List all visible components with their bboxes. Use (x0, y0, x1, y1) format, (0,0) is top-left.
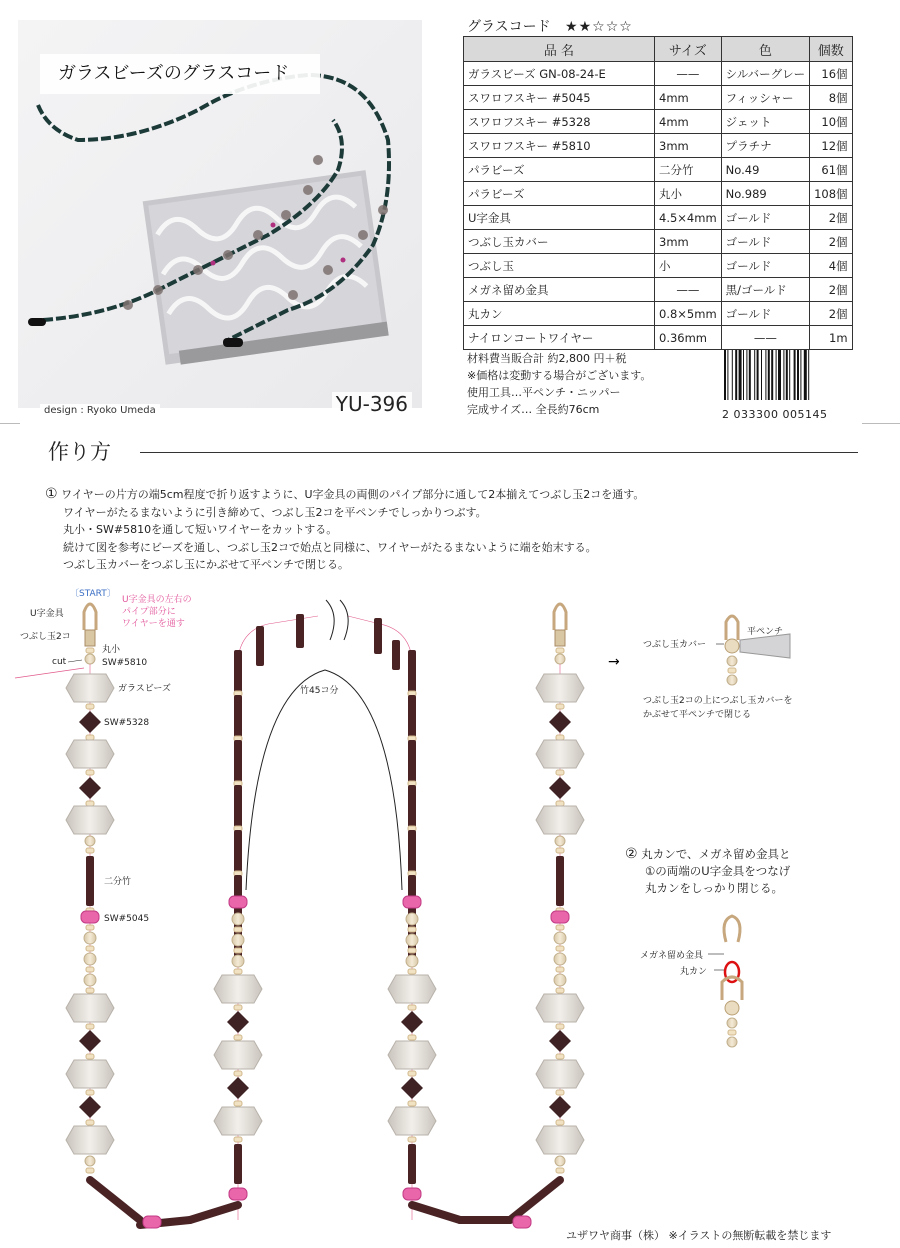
cell-qty: 4個 (810, 254, 852, 278)
seed-bead (234, 1101, 242, 1106)
cell-qty: 2個 (810, 230, 852, 254)
sw5045-bead (143, 1216, 161, 1228)
header-item: 品 名 (464, 37, 655, 62)
pink-note-3: ワイヤーを通す (122, 619, 185, 629)
step1-number: ① (45, 486, 58, 502)
barcode-bar (757, 350, 759, 400)
glass-bead (388, 975, 436, 1003)
break-mark (340, 600, 348, 640)
glass-bead (66, 1126, 114, 1154)
inner-arc (246, 670, 402, 890)
label-maru-sho: 丸小 (102, 645, 121, 655)
barcode-bar (771, 350, 773, 400)
label-nibu-take: 二分竹 (104, 877, 132, 887)
glass-bead (66, 1060, 114, 1088)
glass-bead (214, 1107, 262, 1135)
seed-bead (408, 1101, 416, 1106)
table-row (464, 134, 853, 158)
cell-color: プラチナ (721, 134, 809, 158)
materials-table (463, 36, 853, 350)
barcode-bar (739, 350, 742, 400)
sw5328-bead (401, 1011, 423, 1033)
bugle-bead (234, 1144, 242, 1184)
barcode-bar (749, 350, 751, 400)
round-bead (84, 974, 96, 986)
header-qty: 個数 (810, 37, 852, 62)
seed-bead (556, 704, 564, 709)
seed-bead (408, 1137, 416, 1142)
sw5045-bead (81, 911, 99, 923)
sw5328-bead (227, 1011, 249, 1033)
label-glass-beads: ガラスビーズ (118, 684, 171, 694)
step1-line-4: 続けて図を参考にビーズを通し、つぶし玉2コで始点と同様に、ワイヤーがたるまないように端を始末する。 (63, 540, 597, 554)
round-bead (85, 836, 95, 846)
detail-pliers (740, 634, 790, 658)
cell-item: スワロフスキー #5328 (464, 110, 655, 134)
seed-bead (556, 1024, 564, 1029)
seed-bead (408, 1035, 416, 1040)
barcode-number: 2 033300 005145 (722, 408, 828, 421)
glass-bead (536, 1060, 584, 1088)
cell-color: No.49 (721, 158, 809, 182)
round-bead (727, 656, 737, 666)
cell-size: 4mm (655, 110, 722, 134)
cell-qty: 2個 (810, 278, 852, 302)
sw5045-bead (403, 1188, 421, 1200)
glass-bead (536, 674, 584, 702)
section-title: 作り方 (48, 440, 111, 464)
round-bead (555, 654, 565, 664)
cell-item: ナイロンコートワイヤー (464, 326, 655, 350)
label-u-hardware: U字金具 (30, 609, 64, 619)
u-clasp (554, 604, 566, 630)
note-size: 完成サイズ… 全長約76cm (467, 403, 600, 416)
barcode-bars (722, 350, 850, 402)
cell-qty: 1m (810, 326, 852, 350)
seed-bead (86, 704, 94, 709)
step1-line-3: 丸小・SW#5810を通して短いワイヤーをカットする。 (63, 523, 338, 536)
bugle-bead (296, 614, 304, 648)
cell-color: —— (721, 326, 809, 350)
table-row (464, 158, 853, 182)
barcode-bar (724, 350, 726, 400)
seed-bead (86, 848, 94, 853)
seed-bead (556, 770, 564, 775)
cell-color: 黒/ゴールド (721, 278, 809, 302)
seed-bead (556, 801, 564, 806)
barcode-bar (789, 350, 790, 400)
left-strand (15, 604, 114, 1173)
seed-bead (86, 1024, 94, 1029)
label-crimp: つぶし玉2コ (20, 632, 71, 642)
seed-bead (86, 967, 94, 972)
bugle-bead (234, 740, 242, 782)
step2-line-2: ①の両端のU字金具をつなげ (645, 864, 791, 878)
cell-item: つぶし玉 (464, 254, 655, 278)
sw5328-bead (79, 1030, 101, 1052)
cell-size: 4.5×4mm (655, 206, 722, 230)
bugle-bead (234, 650, 242, 692)
seed-bead (234, 969, 242, 974)
sw5328-bead (79, 711, 101, 733)
glass-bead (536, 1126, 584, 1154)
divider-right (862, 423, 900, 424)
table-row (464, 182, 853, 206)
cell-color: ゴールド (721, 230, 809, 254)
crimp-bead (555, 630, 565, 646)
barcode-bar (778, 350, 781, 400)
seed-bead (234, 1035, 242, 1040)
step1-line-2: ワイヤーがたるまないように引き締めて、つぶし玉2コを平ペンチでしっかりつぶす。 (63, 505, 487, 519)
sw5045-bead (403, 896, 421, 908)
seed-bead (408, 948, 416, 953)
product-code: YU-396 (332, 392, 412, 416)
cell-qty: 108個 (810, 182, 852, 206)
bugle-bead (556, 856, 564, 906)
break-mark (326, 600, 334, 640)
step2-text (625, 846, 791, 897)
seed-bead (86, 1054, 94, 1059)
seed-bead (728, 1030, 736, 1035)
bugle-bead (392, 640, 400, 670)
barcode-bar (786, 350, 788, 400)
cell-qty: 8個 (810, 86, 852, 110)
barcode-bar (732, 350, 733, 400)
table-row (464, 86, 853, 110)
bugle-bead (408, 830, 416, 872)
round-bead (406, 934, 418, 946)
round-bead (232, 913, 244, 925)
round-bead (555, 836, 565, 846)
seed-bead (86, 735, 94, 740)
cover-note-2: かぶせて平ペンチで閉じる (643, 710, 752, 720)
bugle-bead (408, 695, 416, 737)
cell-qty: 61個 (810, 158, 852, 182)
bugle-bead (374, 618, 382, 654)
cell-size: 3mm (655, 134, 722, 158)
cell-item: パラビーズ (464, 182, 655, 206)
pink-note-1: U字金具の左右の (122, 595, 192, 605)
header-color: 色 (721, 37, 809, 62)
header-size: サイズ (655, 37, 722, 62)
seed-bead (86, 648, 94, 653)
cell-color: フィッシャー (721, 86, 809, 110)
cell-item: スワロフスキー #5810 (464, 134, 655, 158)
cell-qty: 12個 (810, 134, 852, 158)
round-bead (555, 1156, 565, 1166)
step2-line-3: 丸カンをしっかり閉じる。 (645, 881, 783, 895)
label-megane: メガネ留め金具 (640, 951, 704, 961)
round-bead (554, 932, 566, 944)
seed-bead (556, 967, 564, 972)
table-row (464, 206, 853, 230)
materials-body (464, 62, 853, 350)
seed-bead (556, 1090, 564, 1095)
detail-crimp-cover (725, 1001, 739, 1015)
table-row (464, 254, 853, 278)
section-rule (140, 452, 858, 453)
product-header (467, 16, 633, 36)
sw5045-bead (229, 896, 247, 908)
round-bead (84, 932, 96, 944)
seed-bead (86, 1120, 94, 1125)
cell-item: スワロフスキー #5045 (464, 86, 655, 110)
seed-bead (556, 988, 564, 993)
seed-bead (234, 1137, 242, 1142)
seed-bead (408, 969, 416, 974)
note-tools: 使用工具…平ペンチ・ニッパー (467, 386, 621, 399)
glass-bead (214, 1041, 262, 1069)
bugle-bead (408, 650, 416, 692)
round-bead (232, 934, 244, 946)
barcode-bar (761, 350, 762, 400)
seed-bead (86, 988, 94, 993)
loop-wire (238, 616, 318, 658)
barcode-bar (727, 350, 728, 400)
cell-item: U字金具 (464, 206, 655, 230)
step1-text (45, 486, 644, 574)
barcode-bar (794, 350, 796, 400)
crimp-bead (85, 630, 95, 646)
cell-size: 0.36mm (655, 326, 722, 350)
detail-u-clasp (722, 977, 742, 1000)
glass-bead (536, 806, 584, 834)
barcode-bar (797, 350, 799, 400)
seed-bead (234, 1071, 242, 1076)
cell-color: シルバーグレー (721, 62, 809, 86)
round-bead (554, 953, 566, 965)
sw5045-bead (513, 1216, 531, 1228)
glass-bead (66, 806, 114, 834)
glass-bead (388, 1107, 436, 1135)
bugle-bead (510, 1180, 560, 1220)
table-row (464, 302, 853, 326)
bugle-bead (190, 1205, 238, 1220)
cell-size: —— (655, 278, 722, 302)
sw5045-bead (229, 1188, 247, 1200)
seed-bead (86, 1090, 94, 1095)
note-price: 材料費当販合計 約2,800 円＋税 (467, 352, 627, 365)
cell-color: ゴールド (721, 254, 809, 278)
round-bead (84, 953, 96, 965)
round-bead (406, 913, 418, 925)
footer: ユザワヤ商事（株） ※イラストの無断転載を禁じます (566, 1229, 832, 1242)
barcode-bar (800, 350, 801, 400)
sw5328-bead (227, 1077, 249, 1099)
cell-color: No.989 (721, 182, 809, 206)
bugle-bead (86, 856, 94, 906)
cell-size: 4mm (655, 86, 722, 110)
seed-bead (234, 1005, 242, 1010)
glass-bead (66, 994, 114, 1022)
designer-credit: design : Ryoko Umeda (40, 404, 160, 417)
table-row (464, 110, 853, 134)
cell-size: 0.8×5mm (655, 302, 722, 326)
barcode-bar (808, 350, 809, 400)
sw5328-bead (401, 1077, 423, 1099)
cell-item: メガネ留め金具 (464, 278, 655, 302)
table-row (464, 278, 853, 302)
leader-line (68, 660, 82, 662)
sw5328-bead (79, 777, 101, 799)
product-photo (18, 20, 422, 416)
cell-size: 小 (655, 254, 722, 278)
bead-diagram (0, 580, 900, 1228)
bugle-bead (412, 1205, 460, 1220)
barcode-bar (743, 350, 744, 400)
barcode-bar (776, 350, 777, 400)
sw5045-bead (551, 911, 569, 923)
cell-size: 3mm (655, 230, 722, 254)
detail-crimp-cover (725, 639, 739, 653)
cell-size: 丸小 (655, 182, 722, 206)
sw5328-bead (549, 777, 571, 799)
cell-color: ゴールド (721, 206, 809, 230)
seed-bead (86, 1168, 94, 1173)
step2-number: ② (625, 846, 638, 862)
cell-qty: 2個 (810, 206, 852, 230)
glass-bead (66, 740, 114, 768)
right-strand (536, 604, 584, 1173)
table-header-row (464, 37, 853, 62)
cell-qty: 2個 (810, 302, 852, 326)
seed-bead (408, 1005, 416, 1010)
cell-qty: 10個 (810, 110, 852, 134)
barcode-bar (765, 350, 766, 400)
detail-clasp (726, 616, 738, 640)
label-marukan: 丸カン (680, 967, 708, 977)
round-bead (554, 974, 566, 986)
note-price-change: ※価格は変動する場合がございます。 (467, 369, 652, 382)
seed-bead (86, 925, 94, 930)
round-bead (727, 1037, 737, 1047)
seed-bead (728, 668, 736, 673)
seed-bead (556, 648, 564, 653)
cell-item: ガラスビーズ GN-08-24-E (464, 62, 655, 86)
bugle-bead (234, 785, 242, 827)
label-take45: 竹45コ分 (300, 686, 339, 696)
label-flat-pliers: 平ペンチ (747, 627, 784, 637)
glass-bead (536, 740, 584, 768)
table-row (464, 62, 853, 86)
cell-color: ゴールド (721, 302, 809, 326)
round-bead (232, 955, 244, 967)
cell-item: パラビーズ (464, 158, 655, 182)
cell-qty: 16個 (810, 62, 852, 86)
divider-left (0, 423, 20, 424)
seed-bead (556, 1054, 564, 1059)
label-crimp-cover: つぶし玉カバー (643, 640, 707, 650)
seed-bead (408, 927, 416, 932)
bugle-bead (234, 695, 242, 737)
step1-line-5: つぶし玉カバーをつぶし玉にかぶせて平ペンチで閉じる。 (63, 558, 349, 571)
seed-bead (86, 770, 94, 775)
label-start: 〔START〕 (70, 589, 116, 599)
round-bead (727, 1018, 737, 1028)
product-name: グラスコード (467, 19, 551, 35)
seed-bead (556, 1120, 564, 1125)
seed-bead (234, 948, 242, 953)
notes (467, 350, 651, 418)
sw5328-bead (549, 711, 571, 733)
cell-item: 丸カン (464, 302, 655, 326)
barcode-bar (783, 350, 784, 400)
u-clasp (84, 604, 96, 630)
round-bead (85, 1156, 95, 1166)
pink-note-2: パイプ部分に (122, 607, 176, 617)
label-sw5328: SW#5328 (104, 718, 150, 728)
barcode (722, 350, 850, 420)
seed-bead (556, 1168, 564, 1173)
barcode-bar (768, 350, 770, 400)
cell-size: 二分竹 (655, 158, 722, 182)
barcode-bar (746, 350, 747, 400)
seed-bead (408, 1071, 416, 1076)
label-cut: cut (52, 657, 67, 667)
seed-bead (556, 735, 564, 740)
barcode-bar (735, 350, 737, 400)
difficulty-stars: ★★☆☆☆ (565, 19, 633, 35)
round-bead (727, 675, 737, 685)
round-bead (85, 654, 95, 664)
cell-size: —— (655, 62, 722, 86)
label-sw5045: SW#5045 (104, 914, 150, 924)
bugle-bead (408, 740, 416, 782)
sw5328-bead (549, 1030, 571, 1052)
sw5328-bead (79, 1096, 101, 1118)
table-row (464, 230, 853, 254)
glass-bead (536, 994, 584, 1022)
seed-bead (556, 925, 564, 930)
bugle-bead (234, 830, 242, 872)
cell-color: ジェット (721, 110, 809, 134)
step2-line-1: 丸カンで、メガネ留め金具と (641, 847, 791, 861)
barcode-bar (804, 350, 807, 400)
glass-bead (66, 674, 114, 702)
bugle-bead (256, 626, 264, 666)
bugle-bead (408, 1144, 416, 1184)
photo-title: ガラスビーズのグラスコード (40, 54, 320, 94)
bugle-bead (408, 785, 416, 827)
seed-bead (234, 927, 242, 932)
seed-bead (86, 946, 94, 951)
label-sw5810: SW#5810 (102, 658, 148, 668)
step1-line-1: ワイヤーの片方の端5cm程度で折り返すように、U字金具の両側のパイプ部分に通して2本揃えてつぶし玉2コを通す。 (61, 488, 645, 501)
detail-megane-clasp (724, 916, 740, 942)
sw5328-bead (549, 1096, 571, 1118)
seed-bead (86, 801, 94, 806)
barcode-bar (754, 350, 755, 400)
arrow: → (608, 654, 620, 670)
cell-item: つぶし玉カバー (464, 230, 655, 254)
round-bead (406, 955, 418, 967)
cover-note-1: つぶし玉2コの上につぶし玉カバーを (643, 696, 793, 706)
bugle-bead (90, 1180, 140, 1220)
seed-bead (556, 848, 564, 853)
table-row (464, 326, 853, 350)
glass-bead (214, 975, 262, 1003)
detail-illustrations (708, 616, 790, 1047)
seed-bead (556, 946, 564, 951)
glass-bead (388, 1041, 436, 1069)
